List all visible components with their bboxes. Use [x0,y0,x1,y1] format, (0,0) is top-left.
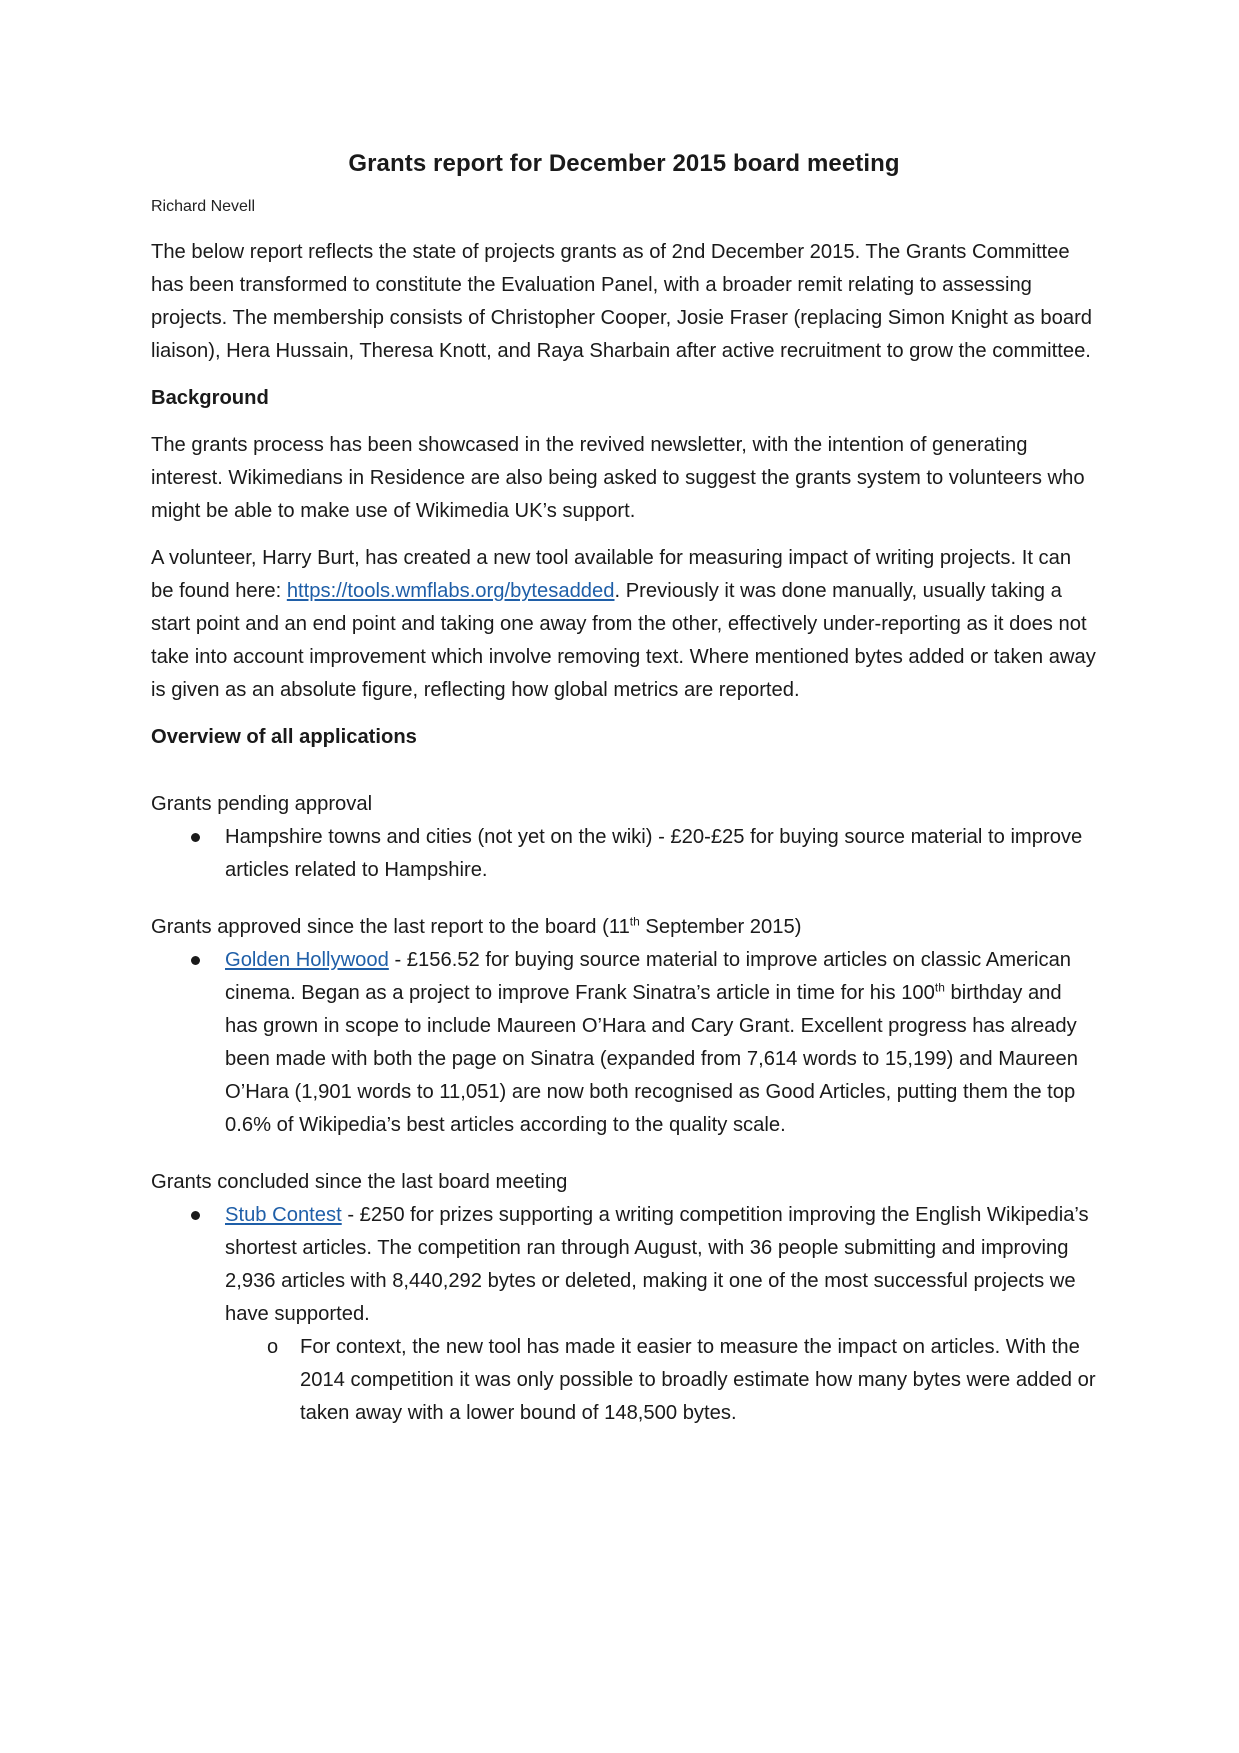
pending-list [151,821,1097,887]
list-item [151,944,1097,1142]
list-item [151,1331,1097,1430]
document-title: Grants report for December 2015 board meeting [348,150,900,177]
concluded-list [151,1199,1097,1430]
approved-item-text-a: - £156.52 for buying source material to improve articles on classic American cinema. Began as a project to improve Frank Sinatra’s article in time for his 100 [225,949,1072,1004]
approved-label-b: September 2015) [639,916,802,938]
pending-label: Grants pending approval [151,793,373,815]
concluded-label: Grants concluded since the last board meeting [151,1171,568,1193]
concluded-sub-item-text: For context, the new tool has made it easier to measure the impact on articles. With the 2014 competition it was only possible to broadly estimate how many bytes were added or taken away with a lower bound of 148,500 bytes. [300,1336,1096,1424]
bullet-icon [191,956,200,965]
intro-paragraph: The below report reflects the state of projects grants as of 2nd December 2015. The Grants Committee has been transformed to constitute the Evaluation Panel, with a broader remit relating to assessing projects. The membership consists of Christopher Cooper, Josie Fraser (replacing Simon Knight as board liaison), Hera Hussain, Theresa Knott, and Raya Sharbain after active recruitment to grow the committee. [151,241,1093,362]
background-text-a: A volunteer, Harry Burt, has created a new tool available for measuring impact of writing projects. It can be found here: [151,547,1072,602]
background-heading: Background [151,387,269,409]
approved-item-sup: th [934,980,945,995]
golden-hollywood-link[interactable]: Golden Hollywood [225,949,389,971]
document-page [151,150,1097,1430]
bytesadded-link[interactable]: https://tools.wmflabs.org/bytesadded [286,580,615,602]
overview-heading: Overview of all applications [151,726,417,748]
background-paragraph-1: The grants process has been showcased in the revived newsletter, with the intention of generating interest. Wikimedians in Residence are also being asked to suggest the grants system to volunteers who might be able to make use of Wikimedia UK’s support. [151,434,1085,522]
bullet-icon [191,833,200,842]
author-name: Richard Nevell [151,198,256,215]
approved-item-text-b: birthday and has grown in scope to include Maureen O’Hara and Cary Grant. Excellent progress has already been made with both the page on Sinatra (expanded from 7,614 words to 15,199) and Maureen O’Hara (1,901 words to 11,051) are now both recognised as Good Articles, putting them the top 0.6% of Wikipedia’s best articles according to the quality scale. [225,982,1078,1136]
background-text-b: . Previously it was done manually, usually taking a start point and an end point and taking one away from the other, effectively under-reporting as it does not take into account improvement which involve removing text. Where mentioned bytes added or taken away is given as an absolute figure, reflecting how global metrics are reported. [151,580,1096,701]
concluded-item-text: - £250 for prizes supporting a writing competition improving the English Wikipedia’s shortest articles. The competition ran through August, with 36 people submitting and improving 2,936 articles with 8,440,292 bytes or deleted, making it one of the most successful projects we have supported. [225,1204,1089,1325]
list-item [151,1199,1097,1331]
background-paragraph-2 [151,542,1097,707]
bullet-icon [191,1211,200,1220]
approved-label-a: Grants approved since the last report to the board (11 [151,916,630,938]
hollow-bullet-icon: o [267,1336,279,1358]
approved-list [151,944,1097,1142]
pending-item-text: Hampshire towns and cities (not yet on the wiki) - £20-£25 for buying source material to improve articles related to Hampshire. [225,826,1083,881]
list-item [151,821,1097,887]
stub-contest-link[interactable]: Stub Contest [225,1204,342,1226]
approved-label [151,911,1097,944]
approved-label-sup: th [629,914,640,929]
